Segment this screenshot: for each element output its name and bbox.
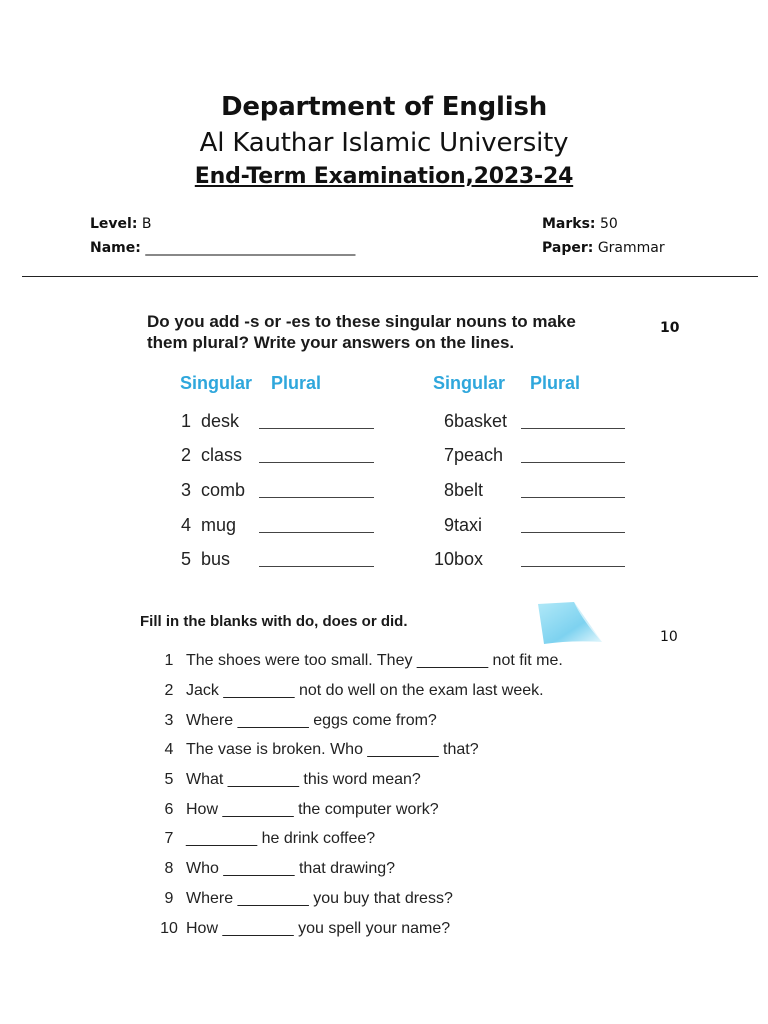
- plural-answer-line[interactable]: [521, 497, 625, 498]
- plural-answer-line[interactable]: [521, 462, 625, 463]
- header-divider: [22, 276, 758, 277]
- right-plural-header: Plural: [530, 373, 581, 393]
- fill-number: 4: [164, 741, 174, 758]
- name-line: ______________________________: [145, 240, 356, 256]
- fill-item: [152, 771, 421, 789]
- name-field: [90, 240, 355, 256]
- plural-answer-line[interactable]: [259, 532, 374, 533]
- noun-number: 5: [181, 549, 192, 569]
- document-header: [0, 92, 768, 189]
- paper-value: Grammar: [597, 240, 665, 256]
- left-plural-header: Plural: [271, 373, 322, 393]
- page-curl-decoration: [530, 600, 606, 650]
- noun-word: bus: [201, 549, 231, 569]
- fill-number: 9: [164, 890, 174, 907]
- fill-item: [152, 712, 437, 730]
- fill-item: [152, 801, 439, 819]
- exam-title: End-Term Examination,2023-24: [194, 164, 574, 189]
- noun-number: 4: [181, 515, 192, 535]
- fill-sentence: Who ________ that drawing?: [186, 860, 396, 877]
- level-field: [90, 216, 152, 232]
- fill-sentence: What ________ this word mean?: [186, 771, 421, 788]
- section2-instructions: Fill in the blanks with do, does or did.: [140, 613, 408, 630]
- noun-row: [181, 515, 236, 536]
- noun-word: box: [454, 549, 484, 569]
- level-label: Level:: [90, 216, 138, 232]
- fill-sentence: ________ he drink coffee?: [186, 830, 376, 847]
- fill-item: [152, 741, 479, 759]
- paper-label: Paper:: [542, 240, 594, 256]
- fill-sentence: How ________ the computer work?: [186, 801, 439, 818]
- fill-sentence: Where ________ you buy that dress?: [186, 890, 453, 907]
- fill-sentence: How ________ you spell your name?: [186, 920, 451, 937]
- plural-answer-line[interactable]: [521, 566, 625, 567]
- section2-marks: 10: [660, 629, 678, 645]
- plural-answer-line[interactable]: [259, 428, 374, 429]
- fill-item: [152, 890, 453, 908]
- fill-number: 1: [164, 652, 174, 669]
- fill-number: 6: [164, 801, 174, 818]
- plural-answer-line[interactable]: [259, 462, 374, 463]
- university-name: Al Kauthar Islamic University: [199, 128, 569, 158]
- plural-answer-line[interactable]: [259, 566, 374, 567]
- section1-instructions: [147, 311, 576, 353]
- noun-number: 8: [443, 480, 454, 500]
- fill-item: [152, 860, 395, 878]
- fill-item: [152, 920, 450, 938]
- noun-number: 1: [181, 411, 192, 431]
- noun-number: 10: [433, 549, 454, 569]
- noun-row: [181, 445, 242, 466]
- noun-row: [181, 549, 230, 570]
- fill-number: 10: [160, 920, 178, 937]
- noun-row: [421, 480, 483, 501]
- noun-row: [421, 445, 503, 466]
- fill-item: [152, 652, 563, 670]
- noun-row: [181, 480, 245, 501]
- plural-answer-line[interactable]: [521, 428, 625, 429]
- fill-sentence: Jack ________ not do well on the exam last week.: [186, 682, 544, 699]
- fill-item: [152, 830, 375, 848]
- noun-number: 2: [181, 445, 192, 465]
- left-singular-header: Singular: [180, 373, 253, 393]
- right-singular-header: Singular: [433, 373, 506, 393]
- fill-number: 2: [164, 682, 174, 699]
- noun-word: class: [201, 445, 243, 465]
- fill-sentence: The vase is broken. Who ________ that?: [186, 741, 479, 758]
- noun-number: 9: [443, 515, 454, 535]
- fill-sentence: The shoes were too small. They ________ not fit me.: [186, 652, 563, 669]
- noun-row: [421, 549, 483, 570]
- fill-number: 5: [164, 771, 174, 788]
- marks-value: 50: [599, 216, 618, 232]
- marks-label: Marks:: [542, 216, 596, 232]
- section1-title-line2: them plural? Write your answers on the lines.: [147, 333, 515, 352]
- noun-number: 3: [181, 480, 192, 500]
- department-title: Department of English: [220, 92, 548, 122]
- fill-sentence: Where ________ eggs come from?: [186, 712, 437, 729]
- name-label: Name:: [90, 240, 141, 256]
- fill-number: 8: [164, 860, 174, 877]
- section1-title-line1: Do you add -s or -es to these singular nouns to make: [147, 312, 576, 331]
- fill-number: 3: [164, 712, 174, 729]
- level-value: B: [141, 216, 152, 232]
- noun-word: belt: [454, 480, 484, 500]
- noun-number: 7: [443, 445, 454, 465]
- noun-number: 6: [443, 411, 454, 431]
- fill-number: 7: [164, 830, 174, 847]
- noun-word: basket: [454, 411, 508, 431]
- noun-word: mug: [201, 515, 237, 535]
- noun-word: peach: [454, 445, 504, 465]
- noun-row: [421, 515, 482, 536]
- noun-word: comb: [201, 480, 246, 500]
- plural-answer-line[interactable]: [521, 532, 625, 533]
- noun-row: [421, 411, 507, 432]
- plural-answer-line[interactable]: [259, 497, 374, 498]
- noun-word: taxi: [454, 515, 483, 535]
- marks-field: [542, 216, 618, 232]
- noun-row: [181, 411, 239, 432]
- section1-marks: 10: [660, 320, 680, 336]
- noun-word: desk: [201, 411, 240, 431]
- paper-field: [542, 240, 665, 256]
- fill-item: [152, 682, 544, 700]
